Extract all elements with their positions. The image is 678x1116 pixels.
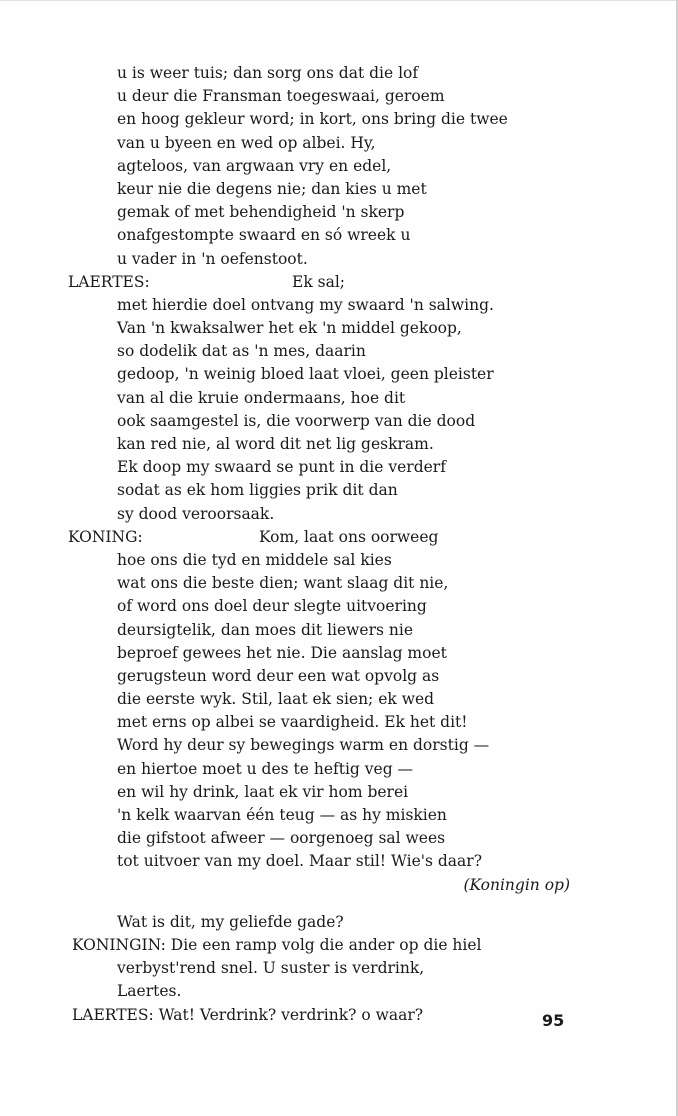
verse-text: beproef gewees het nie. Die aanslag moet [117,643,447,662]
speech-text: Ek sal; [292,272,346,291]
verse-text: deursigtelik, dan moes dit liewers nie [117,620,414,639]
speaker-line-laertes [0,271,678,294]
verse-line [0,155,678,178]
verse-text: Van 'n kwaksalwer het ek 'n middel gekoop, [117,319,462,338]
verse-text: tot uitvoer van my doel. Maar stil! Wie's daar? [117,852,483,871]
speech-text: Die een ramp volg die ander op die hiel [170,935,482,954]
page-number: 95 [542,1011,565,1030]
verse-line [0,619,678,642]
verse-line [0,224,678,247]
verse-text: Ek doop my swaard se punt in die verderf [117,458,446,477]
verse-text: Wat is dit, my geliefde gade? [117,912,344,931]
verse-line [0,410,678,433]
verse-text: die eerste wyk. Stil, laat ek sien; ek wed [117,690,435,709]
speech-text: Wat! Verdrink? verdrink? o waar? [158,1005,424,1024]
verse-line [0,549,678,572]
speaker-line-koningin [0,934,678,957]
verse-line [0,294,678,317]
verse-line [0,503,678,526]
verse-line [0,642,678,665]
verse-line [0,433,678,456]
verse-line [0,911,678,934]
verse-line [0,387,678,410]
verse-line [0,479,678,502]
verse-text: en hoog gekleur word; in kort, ons bring die twee [117,110,508,129]
verse-text: wat ons die beste dien; want slaag dit nie, [117,574,449,593]
verse-text: Laertes. [117,982,182,1001]
verse-text: agteloos, van argwaan vry en edel, [117,156,392,175]
verse-line [0,804,678,827]
verse-text: keur nie die degens nie; dan kies u met [117,179,427,198]
verse-line [0,595,678,618]
verse-text: met hierdie doel ontvang my swaard 'n salwing. [117,295,494,314]
verse-text: verbyst'rend snel. U suster is verdrink, [117,959,425,978]
verse-line [0,317,678,340]
verse-text: gerugsteun word deur een wat opvolg as [117,666,440,685]
verse-line [0,781,678,804]
speaker-line-laertes [0,1004,678,1027]
verse-text: gemak of met behendigheid 'n skerp [117,203,405,222]
speech-text: Kom, laat ons oorweeg [259,527,439,546]
verse-line [0,363,678,386]
verse-text: Word hy deur sy bewegings warm en dorstig — [117,736,490,755]
verse-text: sy dood veroorsaak. [117,504,275,523]
verse-line [0,711,678,734]
verse-text: ook saamgestel is, die voorwerp van die dood [117,411,476,430]
speaker-line-koning [0,526,678,549]
speaker-name: KONING: [68,527,143,546]
verse-line [0,572,678,595]
verse-line [0,688,678,711]
verse-text: kan red nie, al word dit net lig geskram. [117,435,434,453]
speaker-name [72,1004,423,1027]
verse-line [0,827,678,850]
verse-line [0,340,678,363]
verse-text: u deur die Fransman toegeswaai, geroem [117,87,445,106]
verse-line [0,248,678,271]
verse-line [0,957,678,980]
verse-text: so dodelik dat as 'n mes, daarin [117,342,366,361]
verse-text: of word ons doel deur slegte uitvoering [117,597,427,616]
verse-text: sodat as ek hom liggies prik dit dan [117,481,398,500]
verse-text: die gifstoot afweer — oorgenoeg sal wees [117,829,446,848]
verse-line [0,734,678,757]
page-top-edge [0,0,678,1]
verse-text: u is weer tuis; dan sorg ons dat die lof [117,64,419,82]
verse-line [0,178,678,201]
verse-line [0,85,678,108]
speaker-label: LAERTES: [72,1005,154,1024]
verse-text: en wil hy drink, laat ek vir hom berei [117,782,409,801]
verse-text: u vader in 'n oefenstoot. [117,249,308,268]
verse-line [0,456,678,479]
spacer [0,897,678,911]
verse-text: met erns op albei se vaardigheid. Ek het dit! [117,713,468,732]
verse-text: 'n kelk waarvan één teug — as hy miskien [117,806,447,824]
verse-text: onafgestompte swaard en só wreek u [117,226,411,245]
verse-text: van u byeen en wed op albei. Hy, [117,133,376,152]
verse-line [0,132,678,155]
verse-text: van al die kruie ondermaans, hoe dit [117,388,406,407]
verse-text: hoe ons die tyd en middele sal kies [117,550,392,569]
verse-line [0,850,678,873]
speaker-name: LAERTES: [68,272,150,291]
verse-text: gedoop, 'n weinig bloed laat vloei, geen pleister [117,365,494,384]
speaker-name [72,934,482,957]
speaker-label: KONINGIN: [72,935,166,954]
verse-line [0,980,678,1003]
stage-direction: (Koningin op) [463,875,570,894]
verse-text: en hiertoe moet u des te heftig veg — [117,759,414,778]
stage-direction-line [0,874,678,897]
play-text [0,62,678,1027]
verse-line [0,201,678,224]
verse-line [0,665,678,688]
verse-line [0,108,678,131]
verse-line [0,62,678,85]
verse-line [0,758,678,781]
